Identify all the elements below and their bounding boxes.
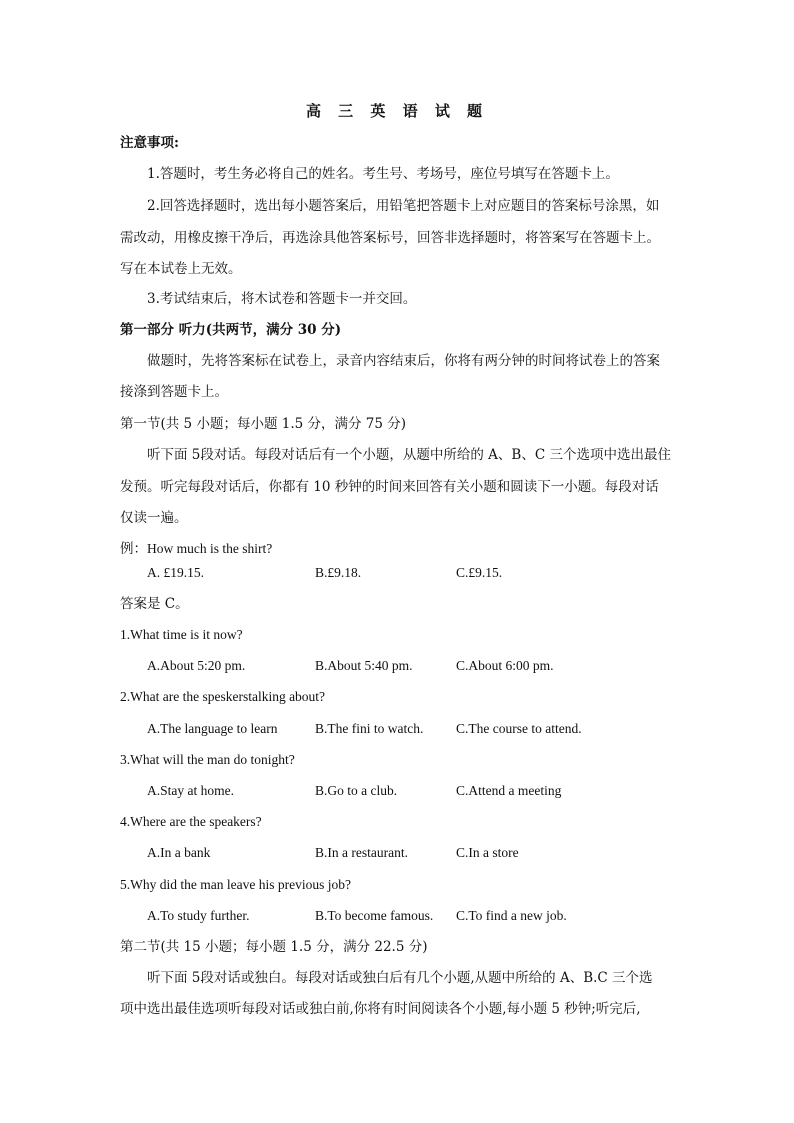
question-1-option-a: A.About 5:20 pm. — [147, 658, 246, 673]
part1-heading: 第一部分 听力(共两节，满分 30 分) — [120, 322, 342, 338]
notice-item-1: 1.答题时，考生务必将自己的姓名。考生号、考场号，座位号填写在答题卡上。 — [147, 166, 619, 182]
question-3-option-c: C.Attend a meeting — [456, 783, 562, 798]
question-5-option-b: B.To become famous. — [315, 908, 434, 923]
question-5: 5.Why did the man leave his previous job? — [120, 877, 351, 892]
question-2: 2.What are the speskerstalking about? — [120, 689, 326, 704]
notice-item-2-line-3: 写在本试卷上无效。 — [120, 261, 242, 277]
question-1-option-c: C.About 6:00 pm. — [456, 658, 554, 673]
section1-heading: 第一节(共 5 小题；每小题 1.5 分，满分 75 分) — [120, 416, 407, 432]
example-option-c: C.£9.15. — [456, 565, 503, 580]
question-5-option-a: A.To study further. — [147, 908, 250, 923]
notice-item-3: 3.考试结束后，将木试卷和答题卡一并交回。 — [147, 291, 417, 307]
question-5-option-c: C.To find a new job. — [456, 908, 567, 923]
notice-item-2-line-1: 2.回答选择题时，选出每小题答案后，用铅笔把答题卡上对应题目的答案标号涂黑，如 — [147, 198, 660, 214]
page-title: 高 三 英 语 试 题 — [305, 102, 489, 120]
question-3-option-b: B.Go to a club. — [315, 783, 398, 798]
question-3-option-a: A.Stay at home. — [147, 783, 234, 798]
notice-item-2-line-2: 需改动，用橡皮擦干净后，再选涂具他答案标号，回答非选择题时，将答案写在答题卡上。 — [120, 230, 660, 246]
question-2-option-a: A.The language to learn — [147, 721, 278, 736]
section2-intro-line-2: 项中选出最佳选项听每段对话或独白前,你将有时间阅读各个小题,每小题 5 秒钟;听完后, — [120, 1001, 641, 1017]
part1-intro-line-1: 做题时，先将答案标在试卷上，录音内容结束后，你将有两分钟的时间将试卷上的答案 — [147, 353, 660, 369]
section2-heading: 第二节(共 15 小题；每小题 1.5 分，满分 22.5 分) — [120, 939, 428, 955]
question-4-option-a: A.In a bank — [147, 845, 211, 860]
section1-intro-line-3: 仅读一遍。 — [120, 510, 188, 526]
section1-intro-line-2: 发预。听完每段对话后，你都有 10 秒钟的时间来回答有关小题和圆读下一小题。每段对话 — [120, 479, 659, 495]
section1-intro-line-1: 听下面 5段对话。每段对话后有一个小题，从题中所给的 A、B、C 三个选项中选出最住 — [147, 447, 671, 463]
question-2-option-b: B.The fini to watch. — [315, 721, 424, 736]
part1-intro-line-2: 接涤到答题卡上。 — [120, 384, 228, 400]
example-option-b: B.£9.18. — [315, 565, 362, 580]
question-4-option-b: B.In a restaurant. — [315, 845, 408, 860]
question-1-option-b: B.About 5:40 pm. — [315, 658, 413, 673]
example-option-a: A. £19.15. — [147, 565, 204, 580]
question-2-option-c: C.The course to attend. — [456, 721, 582, 736]
question-4: 4.Where are the speakers? — [120, 814, 262, 829]
section2-intro-line-1: 听下面 5段对话或独白。每段对话或独白后有几个小题,从题中所给的 A、B.C 三个选 — [147, 970, 653, 986]
notice-heading: 注意事项: — [120, 135, 179, 151]
question-4-option-c: C.In a store — [456, 845, 519, 860]
question-3: 3.What will the man do tonight? — [120, 752, 295, 767]
example-question: 例：How much is the shirt? — [120, 541, 273, 556]
example-answer: 答案是 C。 — [120, 596, 189, 612]
question-1: 1.What time is it now? — [120, 627, 243, 642]
